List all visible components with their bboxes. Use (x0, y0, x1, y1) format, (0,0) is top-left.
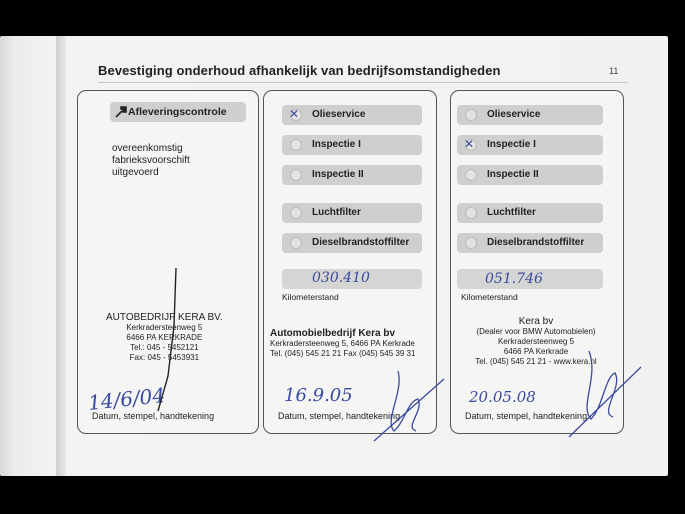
body-line: uitgevoerd (112, 167, 159, 178)
stamp-line: Kerkradersteenweg 5 (126, 323, 203, 332)
item-label: Luchtfilter (487, 207, 536, 218)
stamp-line: Automobielbedrijf Kera bv (270, 328, 396, 339)
mileage-label: Kilometerstand (461, 292, 518, 302)
page-number: 11 (609, 66, 619, 76)
delivery-check-panel (77, 90, 259, 434)
booklet-spine (56, 36, 66, 476)
check-mark-icon: ✕ (289, 107, 300, 121)
signature-mark (128, 266, 188, 416)
handwritten-date: 20.05.08 (469, 388, 536, 406)
item-air-filter (282, 203, 422, 223)
checkbox-icon (465, 169, 477, 181)
checkbox-icon (290, 207, 302, 219)
mileage-value: 030.410 (312, 270, 370, 286)
mileage-value: 051.746 (485, 271, 543, 287)
item-oil-service (282, 105, 422, 125)
item-inspection-2 (457, 165, 603, 185)
date-stamp-signature-label: Datum, stempel, handtekening (92, 411, 215, 421)
checkbox-icon (290, 139, 302, 151)
delivery-check-text (112, 143, 232, 179)
handwritten-date: 14/6/04 (86, 383, 167, 415)
item-label: Dieselbrandstoffilter (487, 237, 585, 248)
heading-divider (98, 82, 628, 83)
item-label: Dieselbrandstoffilter (312, 237, 410, 248)
stamp-line: Kerkradersteenweg 5 (497, 337, 575, 346)
stamp-line: 6466 PA Kerkrade (503, 347, 569, 356)
date-stamp-signature-label: Datum, stempel, handtekening (465, 411, 588, 421)
item-oil-service (457, 105, 603, 125)
item-label: Olieservice (312, 109, 366, 120)
item-inspection-1 (457, 135, 603, 155)
stamp-line: (Dealer voor BMW Automobielen) (476, 327, 596, 336)
wrench-icon (114, 105, 128, 119)
body-line: overeenkomstig (112, 143, 183, 154)
service-panel-2 (263, 90, 437, 434)
handwritten-date: 16.9.05 (284, 385, 353, 406)
item-inspection-2 (282, 165, 422, 185)
item-label: Inspectie II (312, 169, 364, 180)
checkbox-icon (465, 109, 477, 121)
stamp-line: Tel. (045) 545 21 21 Fax (045) 545 39 31 (270, 349, 416, 358)
checkbox-icon (290, 237, 302, 249)
item-label: Inspectie II (487, 169, 539, 180)
item-air-filter (457, 203, 603, 223)
delivery-check-title (110, 102, 246, 122)
stamp-line: Kera bv (518, 316, 554, 327)
item-diesel-filter (457, 233, 603, 253)
stamp-line: Kerkradersteenweg 5, 6466 PA Kerkrade (270, 339, 415, 348)
item-label: Inspectie I (487, 139, 536, 150)
item-label: Inspectie I (312, 139, 361, 150)
stamp-line: AUTOBEDRIJF KERA BV. (106, 312, 223, 323)
signature-mark (569, 347, 649, 447)
stamp-line: Tel. (045) 545 21 21 - www.kera.nl (475, 357, 597, 366)
stamp-line: Fax: 045 - 5453931 (129, 353, 200, 362)
item-inspection-1 (282, 135, 422, 155)
item-diesel-filter (282, 233, 422, 253)
body-line: fabrieksvoorschift (112, 155, 190, 166)
checkbox-icon (290, 169, 302, 181)
delivery-check-label: Afleveringscontrole (128, 106, 227, 118)
checkbox-icon (465, 237, 477, 249)
service-panel-3 (450, 90, 624, 434)
signature-mark (364, 361, 454, 451)
mileage-label: Kilometerstand (282, 292, 339, 302)
stamp-line: Tel.: 045 - 5452121 (130, 343, 199, 352)
checkbox-icon (465, 207, 477, 219)
item-label: Luchtfilter (312, 207, 361, 218)
dealer-stamp (270, 329, 415, 359)
item-label: Olieservice (487, 109, 541, 120)
check-mark-icon: ✕ (464, 137, 475, 151)
page-heading: Bevestiging onderhoud afhankelijk van bedrijfsomstandigheden (98, 63, 501, 78)
stamp-line: 6466 PA KERKRADE (126, 333, 203, 342)
date-stamp-signature-label: Datum, stempel, handtekening (278, 411, 401, 421)
